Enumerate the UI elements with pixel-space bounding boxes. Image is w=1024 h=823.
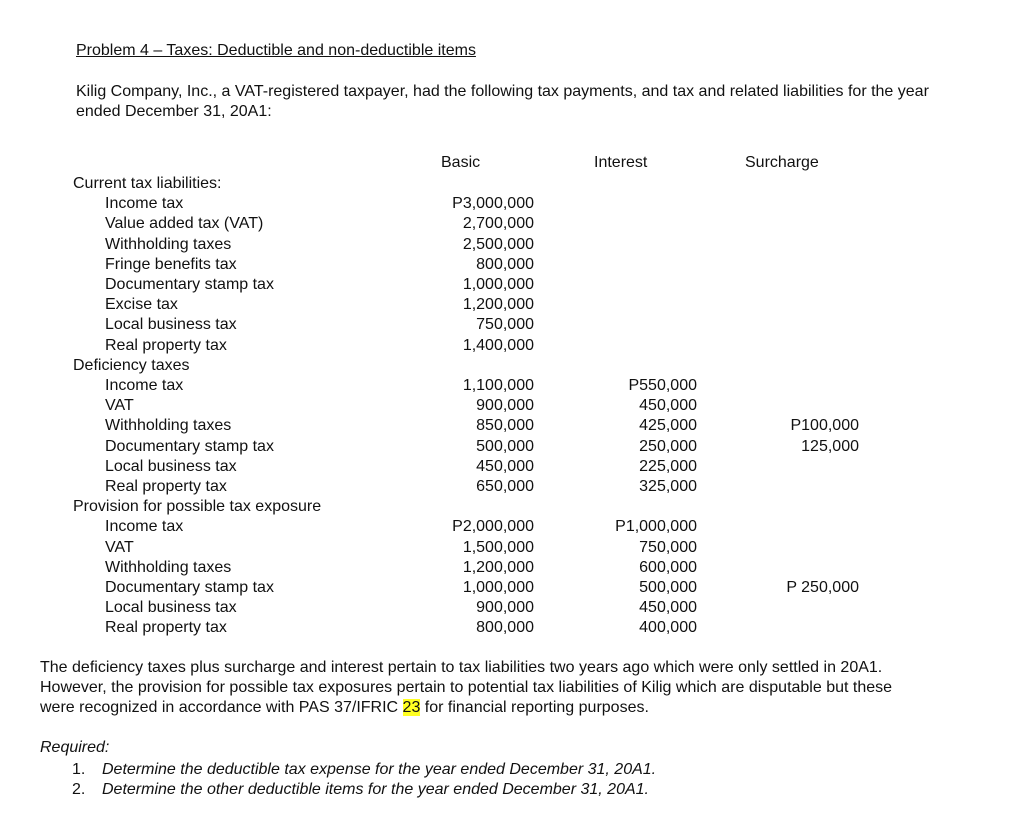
row-label: Income tax xyxy=(105,377,184,394)
row-label: Local business tax xyxy=(105,457,237,475)
table-row xyxy=(0,255,1024,275)
basic-value: 500,000 xyxy=(476,437,534,455)
required-list xyxy=(72,760,656,800)
row-label: VAT xyxy=(105,397,134,415)
row-label: Real property tax xyxy=(105,478,227,495)
basic-value: 850,000 xyxy=(476,417,534,435)
table-row xyxy=(0,235,1024,255)
basic-value: P3,000,000 xyxy=(452,195,534,213)
table-row xyxy=(0,194,1024,214)
paragraph-text-end: for financial reporting purposes. xyxy=(420,699,649,716)
interest-value: 225,000 xyxy=(639,457,697,475)
interest-value: P550,000 xyxy=(628,377,697,394)
basic-value: 1,400,000 xyxy=(462,336,534,354)
surcharge-value: 125,000 xyxy=(801,437,859,455)
table-row xyxy=(0,598,1024,618)
table-row xyxy=(0,295,1024,315)
table-row xyxy=(0,376,1024,396)
problem-title: Problem 4 – Taxes: Deductible and non-deductible items xyxy=(76,42,476,59)
section-label: Current tax liabilities: xyxy=(73,175,222,192)
interest-value: 250,000 xyxy=(639,437,697,455)
basic-value: 900,000 xyxy=(476,599,534,617)
header-surcharge: Surcharge xyxy=(745,154,819,171)
section-row xyxy=(0,497,1024,517)
explanation-paragraph xyxy=(40,658,910,718)
table-row xyxy=(0,214,1024,234)
required-item-text: Determine the other deductible items for the year ended December 31, 20A1. xyxy=(102,781,649,798)
required-item-number: 1. xyxy=(72,761,86,778)
surcharge-value: P100,000 xyxy=(790,417,859,435)
interest-value: 500,000 xyxy=(639,579,697,596)
surcharge-value: P 250,000 xyxy=(786,579,859,596)
row-label: Withholding taxes xyxy=(105,235,232,253)
basic-value: 1,500,000 xyxy=(462,538,534,556)
row-label: Local business tax xyxy=(105,599,237,617)
row-label: Documentary stamp tax xyxy=(105,276,274,293)
interest-value: 600,000 xyxy=(639,558,697,576)
row-label: Withholding taxes xyxy=(105,417,232,435)
interest-value: P1,000,000 xyxy=(615,518,697,536)
row-label: Fringe benefits tax xyxy=(105,255,237,273)
table-row xyxy=(0,517,1024,537)
row-label: Excise tax xyxy=(105,296,178,314)
basic-value: 2,500,000 xyxy=(462,235,534,253)
row-label: Local business tax xyxy=(105,316,237,334)
paragraph-text: The deficiency taxes plus surcharge and interest pertain to tax liabilities two years ago which were only settled in 20A1. However, the provision for possible tax exposures pertain to potential tax liabilities of Kilig which are disputable but these were recognized in accordance with PAS 37/IFRIC xyxy=(40,659,893,716)
required-item-text: Determine the deductible tax expense for the year ended December 31, 20A1. xyxy=(102,761,657,778)
interest-value: 450,000 xyxy=(639,599,697,617)
row-label: Income tax xyxy=(105,195,184,213)
basic-value: 1,200,000 xyxy=(462,296,534,314)
basic-value: 1,100,000 xyxy=(462,377,534,394)
required-item-number: 2. xyxy=(72,781,86,798)
row-label: Documentary stamp tax xyxy=(105,579,274,596)
table-row xyxy=(0,477,1024,497)
basic-value: 800,000 xyxy=(476,619,534,637)
row-label: Documentary stamp tax xyxy=(105,437,274,455)
table-row xyxy=(0,618,1024,638)
required-item xyxy=(72,780,656,800)
basic-value: 650,000 xyxy=(476,478,534,495)
basic-value: 1,000,000 xyxy=(462,579,534,596)
basic-value: 800,000 xyxy=(476,255,534,273)
row-label: Withholding taxes xyxy=(105,558,232,576)
basic-value: P2,000,000 xyxy=(452,518,534,536)
interest-value: 325,000 xyxy=(639,478,697,495)
table-row xyxy=(0,416,1024,436)
basic-value: 2,700,000 xyxy=(462,215,534,233)
required-item xyxy=(72,760,656,780)
row-label: Value added tax (VAT) xyxy=(105,215,264,233)
table-row xyxy=(0,578,1024,598)
interest-value: 425,000 xyxy=(639,417,697,435)
basic-value: 1,200,000 xyxy=(462,558,534,576)
header-basic: Basic xyxy=(441,154,481,171)
interest-value: 750,000 xyxy=(639,538,697,556)
basic-value: 1,000,000 xyxy=(462,276,534,293)
row-label: Real property tax xyxy=(105,619,227,637)
row-label: Real property tax xyxy=(105,336,227,354)
table-row xyxy=(0,538,1024,558)
basic-value: 450,000 xyxy=(476,457,534,475)
section-label: Provision for possible tax exposure xyxy=(73,498,322,516)
interest-value: 400,000 xyxy=(639,619,697,637)
required-label: Required: xyxy=(40,739,110,756)
intro-text: Kilig Company, Inc., a VAT-registered taxpayer, had the following tax payments, and tax and related liabilities for the year ended December 31, 20A1: xyxy=(76,83,929,120)
table-row xyxy=(0,437,1024,457)
table-row xyxy=(0,336,1024,356)
section-row xyxy=(0,356,1024,376)
table-row xyxy=(0,396,1024,416)
interest-value: 450,000 xyxy=(639,397,697,415)
basic-value: 900,000 xyxy=(476,397,534,415)
basic-value: 750,000 xyxy=(476,316,534,334)
section-label: Deficiency taxes xyxy=(73,356,190,374)
header-interest: Interest xyxy=(594,154,648,171)
row-label: Income tax xyxy=(105,518,184,536)
table-row xyxy=(0,558,1024,578)
table-row xyxy=(0,315,1024,335)
row-label: VAT xyxy=(105,538,134,556)
table-row xyxy=(0,457,1024,477)
section-row xyxy=(0,174,1024,194)
highlighted-text: 23 xyxy=(402,699,421,716)
table-row xyxy=(0,275,1024,295)
